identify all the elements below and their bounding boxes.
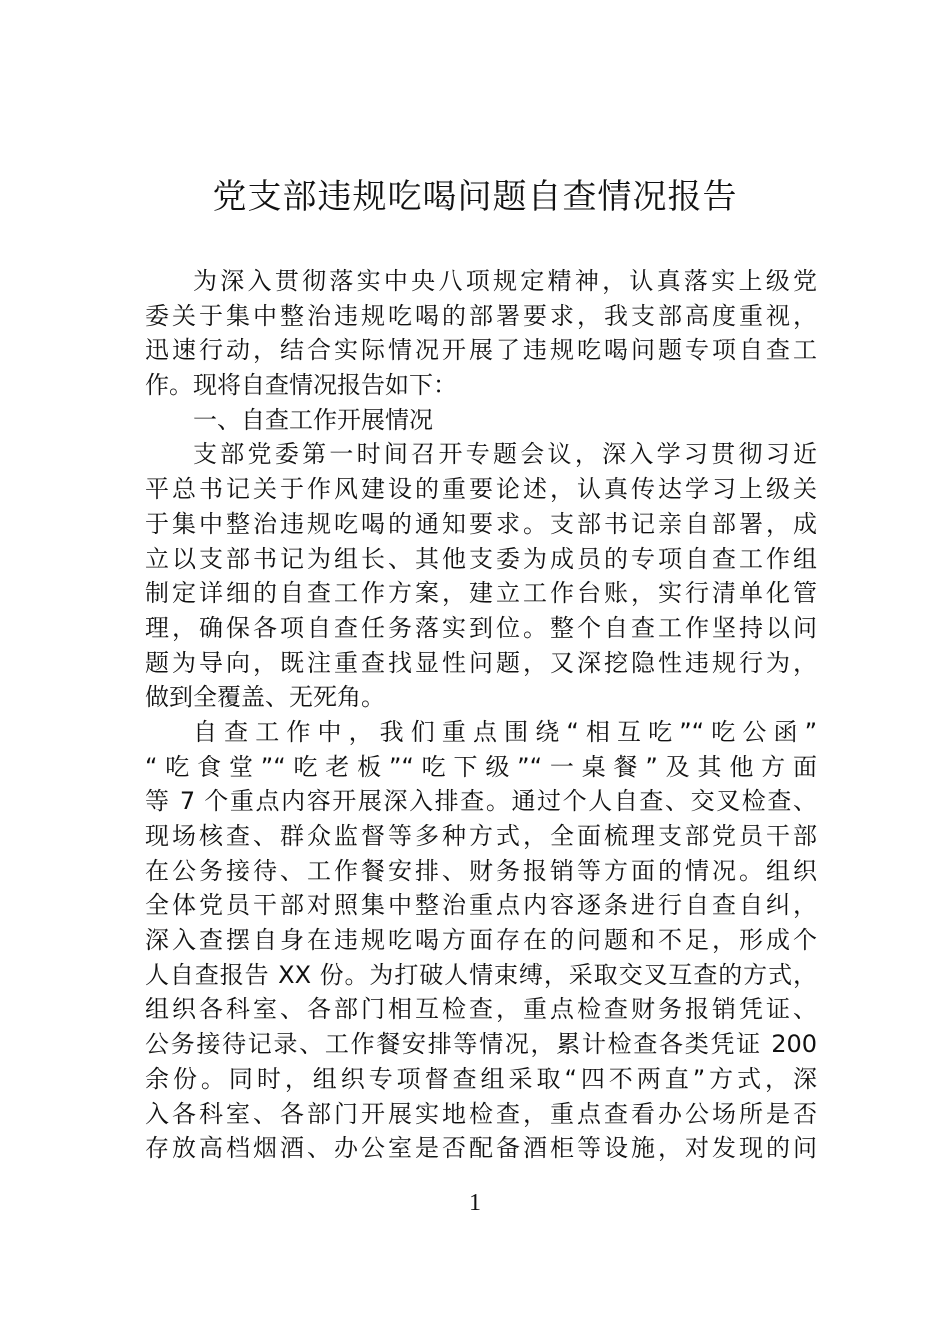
text-line: 现场核查、群众监督等多种方式，全面梳理支部党员干部 [145, 822, 817, 850]
text-line: 立以支部书记为组长、其他支委为成员的专项自查工作组 [145, 544, 817, 573]
text-line: 作。现将自查情况报告如下： [145, 371, 457, 400]
text-line: 余份。同时，组织专项督查组采取“四不两直”方式，深 [145, 1064, 817, 1093]
text-line: 为深入贯彻落实中央八项规定精神，认真落实上级党 [193, 267, 817, 295]
text-line: 平总书记关于作风建设的重要论述，认真传达学习上级关 [145, 475, 817, 504]
text-line: 于集中整治违规吃喝的通知要求。支部书记亲自部署，成 [145, 509, 817, 538]
text-line: 迅速行动，结合实际情况开展了违规吃喝问题专项自查工 [145, 336, 817, 365]
page-number: 1 [469, 1190, 481, 1216]
text-line: 制定详细的自查工作方案，建立工作台账，实行清单化管 [145, 579, 817, 608]
document-body [145, 264, 817, 1166]
document-title: 党支部违规吃喝问题自查情况报告 [212, 177, 738, 217]
text-line: 存放高档烟酒、办公室是否配备酒柜等设施，对发现的问 [145, 1134, 817, 1163]
text-line: 全体党员干部对照集中整治重点内容逐条进行自查自纠， [145, 891, 817, 920]
text-line: 支部党委第一时间召开专题会议，深入学习贯彻习近 [193, 440, 817, 469]
text-line: 深入查摆自身在违规吃喝方面存在的问题和不足，形成个 [145, 926, 817, 955]
text-line: 做到全覆盖、无死角。 [145, 683, 385, 712]
text-line: 题为导向，既注重查找显性问题，又深挖隐性违规行为， [145, 648, 817, 677]
text-line: 组织各科室、各部门相互检查，重点检查财务报销凭证、 [145, 995, 817, 1024]
text-line: 委关于集中整治违规吃喝的部署要求，我支部高度重视， [145, 301, 817, 330]
text-line: 人自查报告 XX 份。为打破人情束缚，采取交叉互查的方式， [145, 960, 817, 989]
text-line: 在公务接待、工作餐安排、财务报销等方面的情况。组织 [145, 856, 817, 885]
text-line: 自查工作中，我们重点围绕“相互吃”“吃公函” [193, 717, 817, 746]
text-line: 入各科室、各部门开展实地检查，重点查看办公场所是否 [145, 1099, 817, 1128]
text-line: “吃食堂”“吃老板”“吃下级”“一桌餐”及其他方面 [145, 752, 817, 781]
text-line: 等 7 个重点内容开展深入排查。通过个人自查、交叉检查、 [145, 787, 817, 816]
text-line: 理，确保各项自查任务落实到位。整个自查工作坚持以问 [145, 613, 817, 642]
section-heading: 一、自查工作开展情况 [193, 405, 433, 434]
text-line: 公务接待记录、工作餐安排等情况，累计检查各类凭证 200 [145, 1030, 817, 1059]
